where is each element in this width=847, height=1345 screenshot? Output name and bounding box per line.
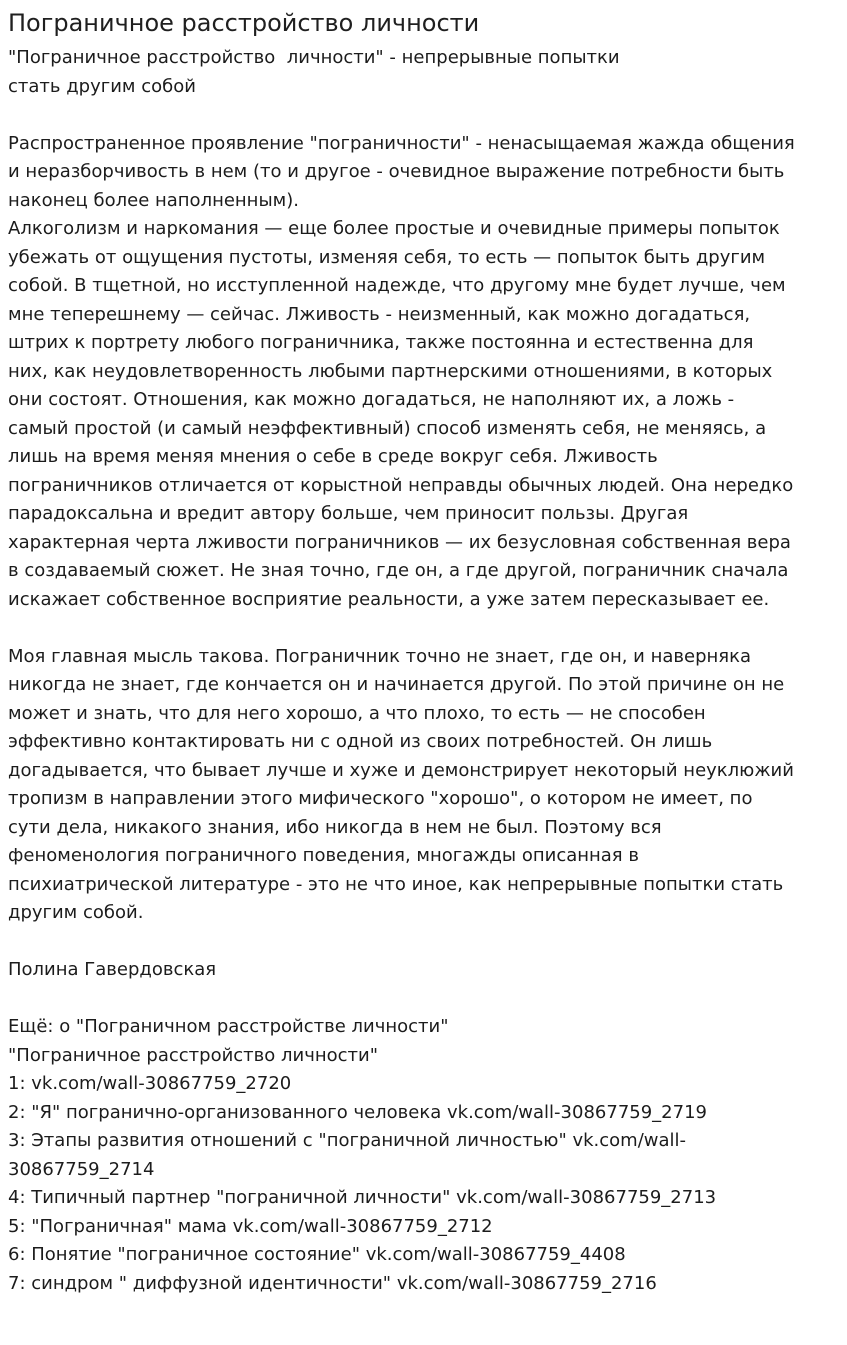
related-link-item xyxy=(8,1213,839,1242)
text-line: них, как неудовлетворенность любыми партнерскими отношениями, в которых xyxy=(8,360,773,382)
related-link[interactable]: vk.com/wall-30867759_2712 xyxy=(232,1215,493,1237)
text-line: эффективно контактировать ни с одной из своих потребностей. Он лишь xyxy=(8,731,713,752)
spacer xyxy=(8,928,839,957)
text-line: пограничников отличается от корыстной неправды обычных людей. Она нередко xyxy=(8,474,794,496)
text-line: Моя главная мысль такова. Пограничник точно не знает, где он, и наверняка xyxy=(8,645,751,667)
text-line: характерная черта лживости пограничников — их безусловная собственная вера xyxy=(8,531,791,553)
text-line: в создаваемый сюжет. Не зная точно, где он, а где другой, пограничник сначала xyxy=(8,560,789,581)
text-line: феноменология пограничного поведения, многажды описанная в xyxy=(8,845,639,866)
related-link-prefix: 6: Понятие "пограничное состояние" xyxy=(8,1244,366,1265)
text-line: психиатрической литературе - это не что иное, как непрерывные попытки стать xyxy=(8,873,784,895)
related-link-prefix: 3: Этапы развития отношений с "пограничной личностью" xyxy=(8,1130,573,1151)
text-line: сути дела, никакого знания, ибо никогда в нем не был. Поэтому вся xyxy=(8,816,662,838)
related-link[interactable]: vk.com/wall- xyxy=(572,1130,687,1151)
related-link-prefix: 2: "Я" погранично-организованного человека xyxy=(8,1101,447,1123)
text-line: может и знать, что для него хорошо, а что плохо, то есть — не способен xyxy=(8,702,706,724)
more-subheading: "Пограничное расстройство личности" xyxy=(8,1044,378,1066)
text-line: собой. В тщетной, но исступленной надежде, что другому мне будет лучше, чем xyxy=(8,275,786,296)
spacer xyxy=(8,985,839,1014)
related-link-item xyxy=(8,1099,839,1128)
related-link[interactable]: vk.com/wall-30867759_4408 xyxy=(365,1244,626,1265)
related-link-item xyxy=(8,1127,839,1156)
paragraph-1 xyxy=(8,130,839,615)
related-link[interactable]: 30867759_2714 xyxy=(8,1158,155,1180)
text-line: догадывается, что бывает лучше и хуже и демонстрирует некоторый неуклюжий xyxy=(8,759,794,781)
subtitle-line: "Пограничное расстройство личности" - непрерывные попытки xyxy=(8,47,620,68)
text-line: штрих к портрету любого пограничника, также постоянна и естественна для xyxy=(8,332,754,353)
related-link-prefix: 1: xyxy=(8,1073,32,1094)
related-link[interactable]: vk.com/wall-30867759_2716 xyxy=(396,1272,657,1294)
text-line: мне теперешнему — сейчас. Лживость - неизменный, как можно догадаться, xyxy=(8,303,751,325)
related-link[interactable]: vk.com/wall-30867759_2713 xyxy=(456,1187,717,1208)
related-link-continuation xyxy=(8,1156,839,1185)
spacer xyxy=(8,614,839,643)
post-body xyxy=(8,44,839,1298)
related-link-item xyxy=(8,1184,839,1213)
subtitle-line: стать другим собой xyxy=(8,75,196,97)
related-link-prefix: 5: "Пограничная" мама xyxy=(8,1215,233,1237)
paragraph-2 xyxy=(8,643,839,928)
spacer xyxy=(8,101,839,130)
text-line: другим собой. xyxy=(8,902,144,923)
text-line: самый простой (и самый неэффективный) способ изменять себя, не меняясь, а xyxy=(8,417,767,439)
related-link-prefix: 4: Типичный партнер "пограничной личности" xyxy=(8,1187,457,1208)
related-link-prefix: 7: синдром " диффузной идентичности" xyxy=(8,1272,397,1294)
related-link-item xyxy=(8,1070,839,1099)
text-line: Алкоголизм и наркомания — еще более простые и очевидные примеры попыток xyxy=(8,218,780,239)
text-line: и неразборчивость в нем (то и другое - очевидное выражение потребности быть xyxy=(8,161,785,182)
post-title: Пограничное расстройство личности xyxy=(8,9,480,37)
text-line: тропизм в направлении этого мифического "хорошо", о котором не имеет, по xyxy=(8,788,753,809)
more-heading: Ещё: о "Пограничном расстройстве личности" xyxy=(8,1016,449,1037)
text-line: они состоят. Отношения, как можно догадаться, не наполняют их, а ложь - xyxy=(8,389,735,410)
related-links-list xyxy=(8,1070,839,1298)
author-name: Полина Гавердовская xyxy=(8,959,217,980)
related-link[interactable]: vk.com/wall-30867759_2720 xyxy=(31,1073,292,1094)
text-line: лишь на время меняя мнения о себе в среде вокруг себя. Лживость xyxy=(8,446,658,467)
text-line: убежать от ощущения пустоты, изменяя себя, то есть — попыток быть другим xyxy=(8,246,766,268)
text-line: Распространенное проявление "пограничности" - ненасыщаемая жажда общения xyxy=(8,132,795,154)
text-line: никогда не знает, где кончается он и начинается другой. По этой причине он не xyxy=(8,674,785,695)
related-link-item xyxy=(8,1241,839,1270)
text-line: наконец более наполненным). xyxy=(8,189,299,211)
text-line: искажает собственное восприятие реальности, а уже затем пересказывает ее. xyxy=(8,588,770,610)
text-line: парадоксальна и вредит автору больше, чем приносит пользы. Другая xyxy=(8,503,689,524)
related-link-item xyxy=(8,1270,839,1299)
related-link[interactable]: vk.com/wall-30867759_2719 xyxy=(447,1101,707,1123)
